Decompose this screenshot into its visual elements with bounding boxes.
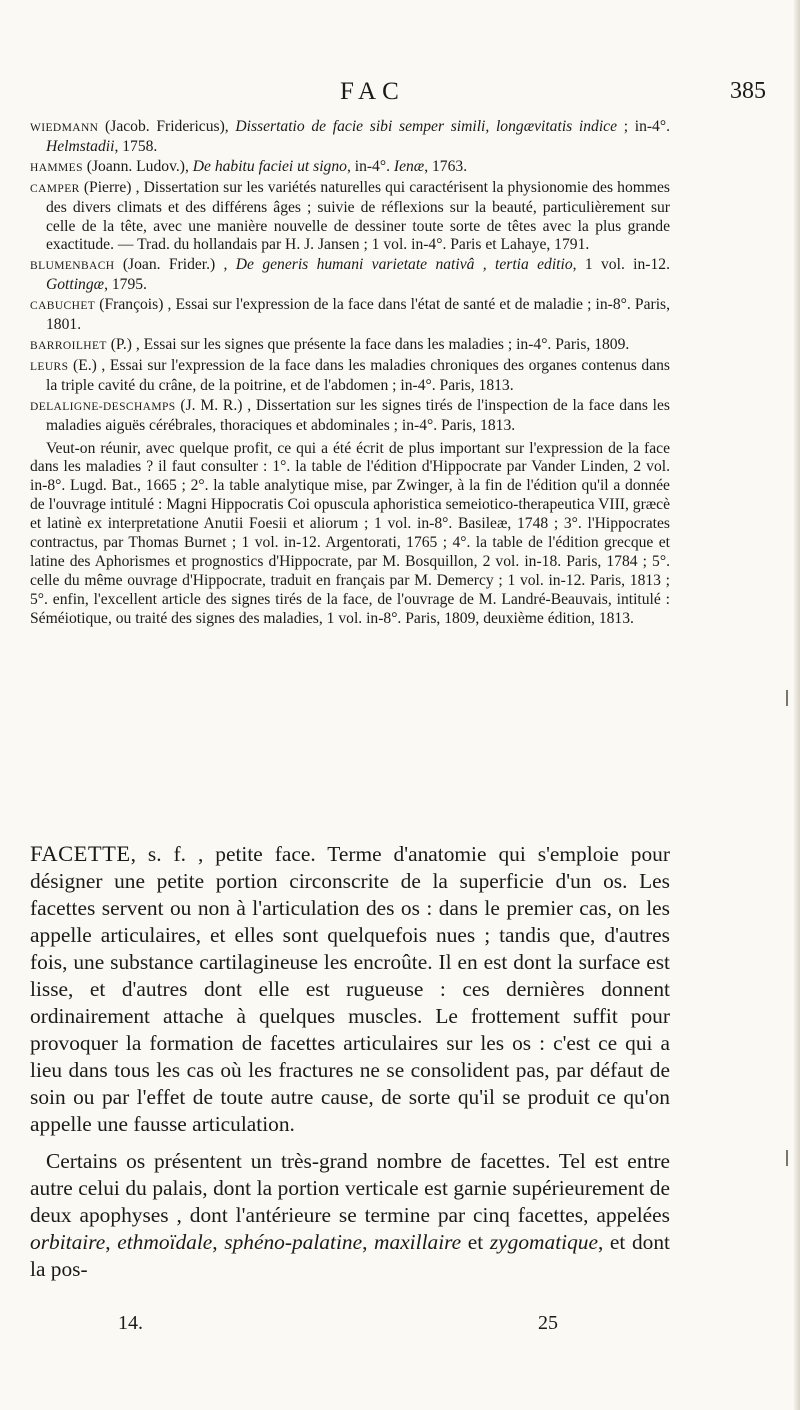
page-header [40,78,766,114]
reference-author: HAMMES [30,161,83,174]
italic-run: maxillaire [374,1230,462,1254]
reference-text: (E.) , [68,356,110,374]
reference-text: (Jacob. Fridericus), [98,118,236,135]
text-run: Veut-on réunir, avec quelque profit, ce qui a été écrit de plus important sur l'expression de la face dans les maladies ? il faut consulter : 1°. la table de l'édition d'Hippocrate par [30,439,670,476]
article-paragraph [30,840,670,1138]
margin-mark [786,1150,788,1166]
reference-text: (Joan. Frider.) , [114,256,236,274]
reference-place: Ienæ [393,157,425,175]
reference-text: ; in-4°. [617,118,670,135]
headword: FACETTE [30,841,131,866]
reference-place: Helmstadii [46,137,115,155]
italic-run: Séméiotique, ou traité des signes des maladies [30,609,319,627]
text-run: , [362,1230,375,1254]
reference-text: , 1 vol. in-12. [572,256,670,274]
reference-entry [30,336,670,356]
page-edge [794,0,800,1410]
reference-entry [30,296,670,335]
article-paragraph [30,1148,670,1283]
text-run: et [461,1230,490,1254]
reference-entry [30,357,670,396]
article [30,840,670,1283]
reference-text: , in-4°. [346,157,394,175]
reference-text: Dissertation sur les signes tirés de l'inspection de la face dans les maladies aiguës cérébrales, thoraciques et abdominales ; in-4°. Paris, 1813. [46,396,670,434]
reference-entry [30,256,670,295]
text-run: VIII, [594,496,633,514]
text-run: , 1665 ; 2°. la table analytique mise, par Zwinger, à la fin de l'édition qu'il a donnée de l'ouvrage intitulé : [30,477,670,514]
reference-title: De habitu faciei ut signo [192,157,347,175]
reference-text: (J. M. R.) , [175,396,256,414]
reference-entry [30,158,670,178]
text-run: , 1748 ; 3°. l' [507,515,595,533]
text-run: , [105,1230,118,1254]
reference-text: Dissertation sur les variétés naturelles qui caractérisent la physionomie des hommes des divers climats et des différens âges ; suivie de réflexions sur la beauté, particulièrement sur celle de la tête, avec une manière nouvelle de dessiner toute sorte de têtes avec la plus grande exactitude. — Trad. du hollandais par H. J. Jansen ; 1 vol. in-4°. Paris et Lahaye, 1791. [46,178,670,254]
reference-entry [30,179,670,256]
reference-text: Essai sur les signes que présente la face dans les maladies ; in-4°. Paris, 1809. [143,335,630,353]
reference-author: BARROILHET [30,339,107,352]
text-run: , de l'ouvrage de M. Landré-Beauvais, intitulé : [368,590,670,608]
text-run: ; 1 vol. in-8°. [358,515,458,533]
italic-run: Magni Hippocratis Coi opuscula aphoristica semeiotico-therapeutica [166,496,595,514]
text-run: , 1765 ; 4°. la table de l'édition grecque et latine des Aphorismes et prognostics d'Hippocrate, par M. Bosquillon, 2 vol. in-18. Paris, 1784 ; 5°. celle du même ouvrage d'Hippocrate, traduit en français par M. Demercy ; 1 vol. in-12. Paris, 1813 ; 5°. enfin, l'excellent article [30,534,670,608]
italic-run: Lugd. Bat. [69,477,138,495]
reference-year: , 1758. [114,137,158,155]
closing-paragraph [30,440,670,629]
italic-run: Hippocrates contractus [30,515,670,552]
italic-run: sphéno-palatine [224,1230,363,1254]
page-number: 385 [730,78,766,104]
reference-text: Essai sur l'expression de la face dans les maladies chroniques des organes contenus dans la triple cavité du crâne, de la poitrine, et de l'abdomen ; in-4°. Paris, 1813. [46,356,670,394]
text-run: , et dont la pos- [30,1230,671,1281]
italic-run: Vander Linden [531,458,625,476]
italic-run: orbitaire [30,1230,106,1254]
text-run: , [212,1230,225,1254]
sheet-number: 25 [538,1312,558,1334]
reference-author: CABUCHET [30,300,96,313]
italic-run: Argentorati [325,534,397,552]
reference-list [30,118,670,436]
reference-title: Dissertatio de facie sibi semper simili, longævitatis indice [235,118,618,135]
reference-text: (François) , [95,296,176,314]
reference-author: LEURS [30,360,69,373]
text-run: Certains os présentent un très-grand nombre de facettes. Tel est entre autre celui du palais, dont la portion verticale est garnie supérieurement de deux apophyses , dont l'antérieure se termine par cinq facettes, appelées [30,1149,670,1227]
definition-text: , s. f. , petite face. Terme d'anatomie qui s'emploie pour désigner une petite portion circonscrite de la superficie d'un os. Les facettes servent ou non à l'articulation des os : dans le premier cas, on les appelle articulaires, et elles sont quelquefois nues ; tandis que, d'autres fois, une substance cartilagineuse les encroûte. Il en est dont la surface est lisse, et d'autres dont elle est rugueuse : ces dernières donnent ordinairement attache à quelques muscles. Le frottement suffit pour provoquer la formation de facettes articulaires sur les os : c'est ce qui a lieu dans tous les cas où les fractures ne se consolident pas, par défaut de soin ou par l'effet de toute autre cause, de sorte qu'il se produit ce qu'on appelle une fausse articulation. [30,842,670,1136]
reference-author: BLUMENBACH [30,260,115,273]
reference-entry [30,118,670,157]
reference-text: Essai sur l'expression de la face dans l'état de santé et de maladie ; in-8°. Paris, 1801. [46,296,671,334]
italic-run: Basileæ [457,515,508,533]
reference-text: (P.) , [106,335,144,353]
reference-entry [30,397,670,436]
reference-text: (Pierre) , [79,178,144,196]
reference-author: CAMPER [30,182,80,195]
reference-title: De generis humani varietate nativâ , tertia editio [235,256,573,274]
reference-author: DELALIGNE-DESCHAMPS [30,400,176,413]
text-run: , par Thomas Burnet ; 1 vol. in-12. [94,534,326,552]
margin-mark [786,690,788,706]
bibliography [30,118,670,629]
reference-year: , 1795. [104,276,147,294]
italic-run: des signes tirés de la face [205,590,369,608]
reference-text: (Joann. Ludov.), [82,157,193,175]
page-footer [0,1312,800,1342]
italic-run: ethmoïdale [117,1230,213,1254]
running-head: FAC [340,78,405,105]
reference-place: Gottingæ [46,276,105,294]
text-run: , 2 vol. in-8°. [30,458,670,495]
reference-author: WIEDMANN [30,122,99,134]
text-run: , 1 vol. in-8°. Paris, 1809, deuxième édition, 1813. [318,609,634,627]
italic-run: zygomatique [489,1230,598,1254]
reference-year: , 1763. [424,157,468,175]
italic-run: græcè et latinè ex interpretatione Anutii Foesii et aliorum [30,496,671,533]
signature-mark: 14. [118,1312,143,1334]
